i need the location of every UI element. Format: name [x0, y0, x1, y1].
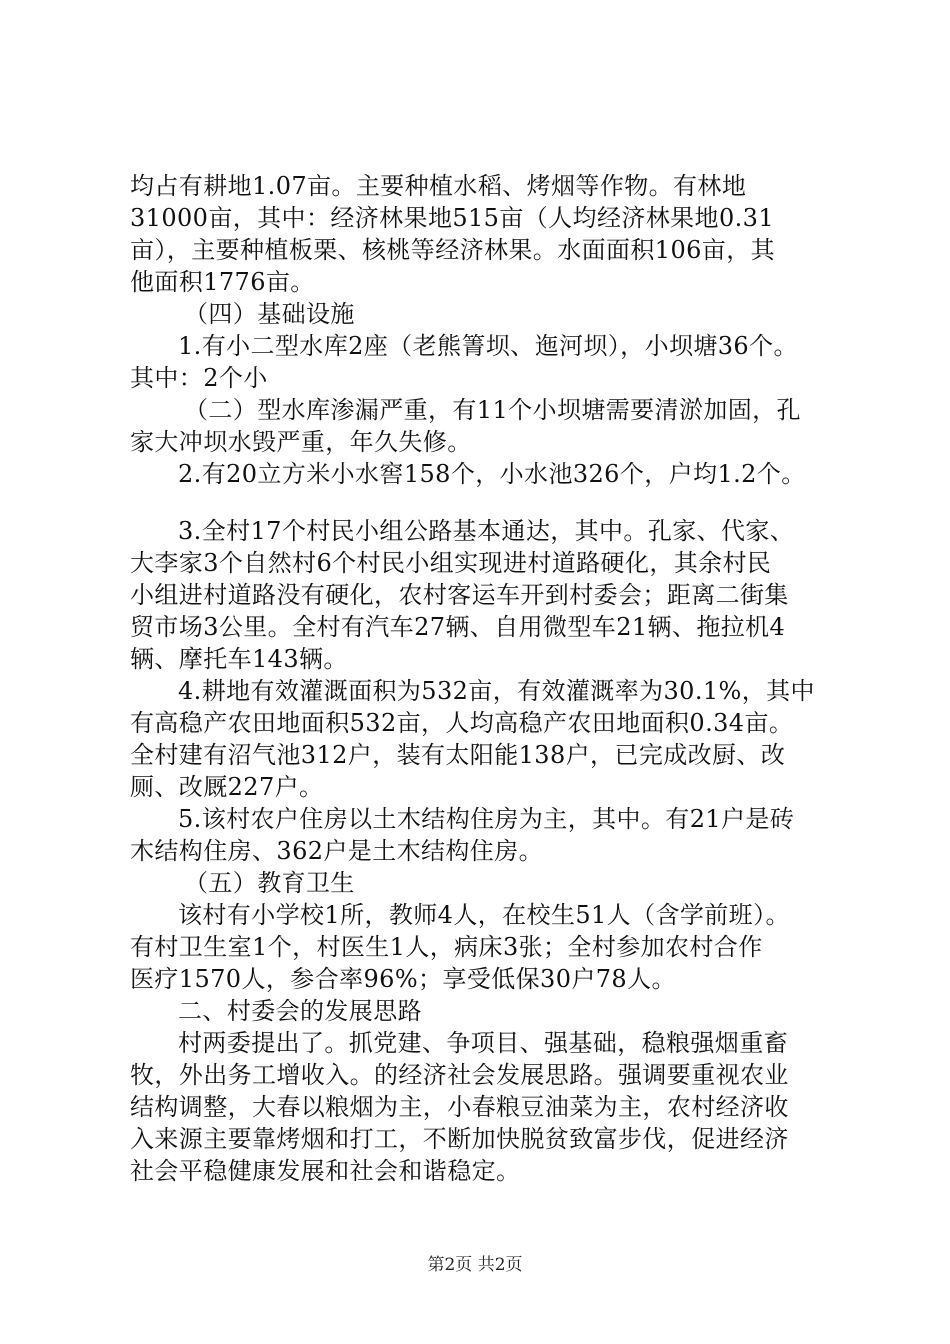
text-line: （二）型水库渗漏严重，有11个小坝塘需要清淤加固，孔: [184, 396, 801, 424]
text-line: 4.耕地有效灌溉面积为532亩，有效灌溉率为30.1%，其中: [178, 677, 815, 705]
text-line: 该村有小学校1所，教师4人，在校生51人（含学前班）。: [178, 901, 790, 929]
text-line: 1.有小二型水库2座（老熊箐坝、迤河坝），小坝塘36个。: [178, 332, 798, 360]
text-line: 31000亩，其中：经济林果地515亩（人均经济林果地0.31: [130, 204, 774, 232]
text-line: 牧，外出务工增收入。的经济社会发展思路。强调要重视农业: [130, 1061, 789, 1089]
text-line: 有高稳产农田地面积532亩，人均高稳产农田地面积0.34亩。: [130, 709, 794, 737]
section-heading: （五）教育卫生: [184, 869, 355, 897]
text-line: 有村卫生室1个，村医生1人，病床3张；全村参加农村合作: [130, 933, 763, 961]
document-body: [130, 170, 838, 1187]
text-line: 厕、改厩227户。: [130, 773, 324, 801]
text-line: 社会平稳健康发展和社会和谐稳定。: [130, 1157, 521, 1185]
page-footer: [0, 1254, 950, 1276]
text-line: 3.全村17个村民小组公路基本通达，其中。孔家、代家、: [178, 517, 795, 545]
text-line: 木结构住房、362户是土木结构住房。: [130, 837, 544, 865]
text-line: 贸市场3公里。全村有汽车27辆、自用微型车21辆、拖拉机4: [130, 613, 786, 641]
section-heading: （四）基础设施: [184, 300, 355, 328]
text-line: 家大冲坝水毁严重，年久失修。: [130, 428, 472, 456]
text-line: 结构调整，大春以粮烟为主，小春粮豆油菜为主，农村经济收: [130, 1093, 789, 1121]
text-line: 亩），主要种植板栗、核桃等经济林果。水面面积106亩，其: [130, 236, 776, 264]
text-line: 医疗1570人，参合率96%；享受低保30户78人。: [130, 965, 676, 993]
text-line: 他面积1776亩。: [130, 268, 315, 296]
text-line: 入来源主要靠烤烟和打工，不断加快脱贫致富步伐，促进经济: [130, 1125, 789, 1153]
section-heading: 二、村委会的发展思路: [178, 997, 422, 1025]
text-line: 村两委提出了。抓党建、争项目、强基础，稳粮强烟重畜: [178, 1029, 788, 1057]
text-line: 全村建有沼气池312户，装有太阳能138户，已完成改厨、改: [130, 741, 786, 769]
text-line: 2.有20立方米小水窖158个，小水池326个，户均1.2个。: [178, 460, 806, 488]
page-number-label: 第2页 共2页: [427, 1255, 523, 1275]
text-line: 辆、摩托车143辆。: [130, 645, 348, 673]
text-line: 大李家3个自然村6个村民小组实现进村道路硬化，其余村民: [130, 549, 772, 577]
text-line: 5.该村农户住房以土木结构住房为主，其中。有21户是砖: [178, 805, 795, 833]
text-line: 其中：2个小: [130, 364, 268, 392]
text-line: 均占有耕地1.07亩。主要种植水稻、烤烟等作物。有林地: [130, 172, 747, 200]
text-line: 小组进村道路没有硬化，农村客运车开到村委会；距离二街集: [130, 581, 789, 609]
paragraph-gap: [130, 490, 838, 515]
